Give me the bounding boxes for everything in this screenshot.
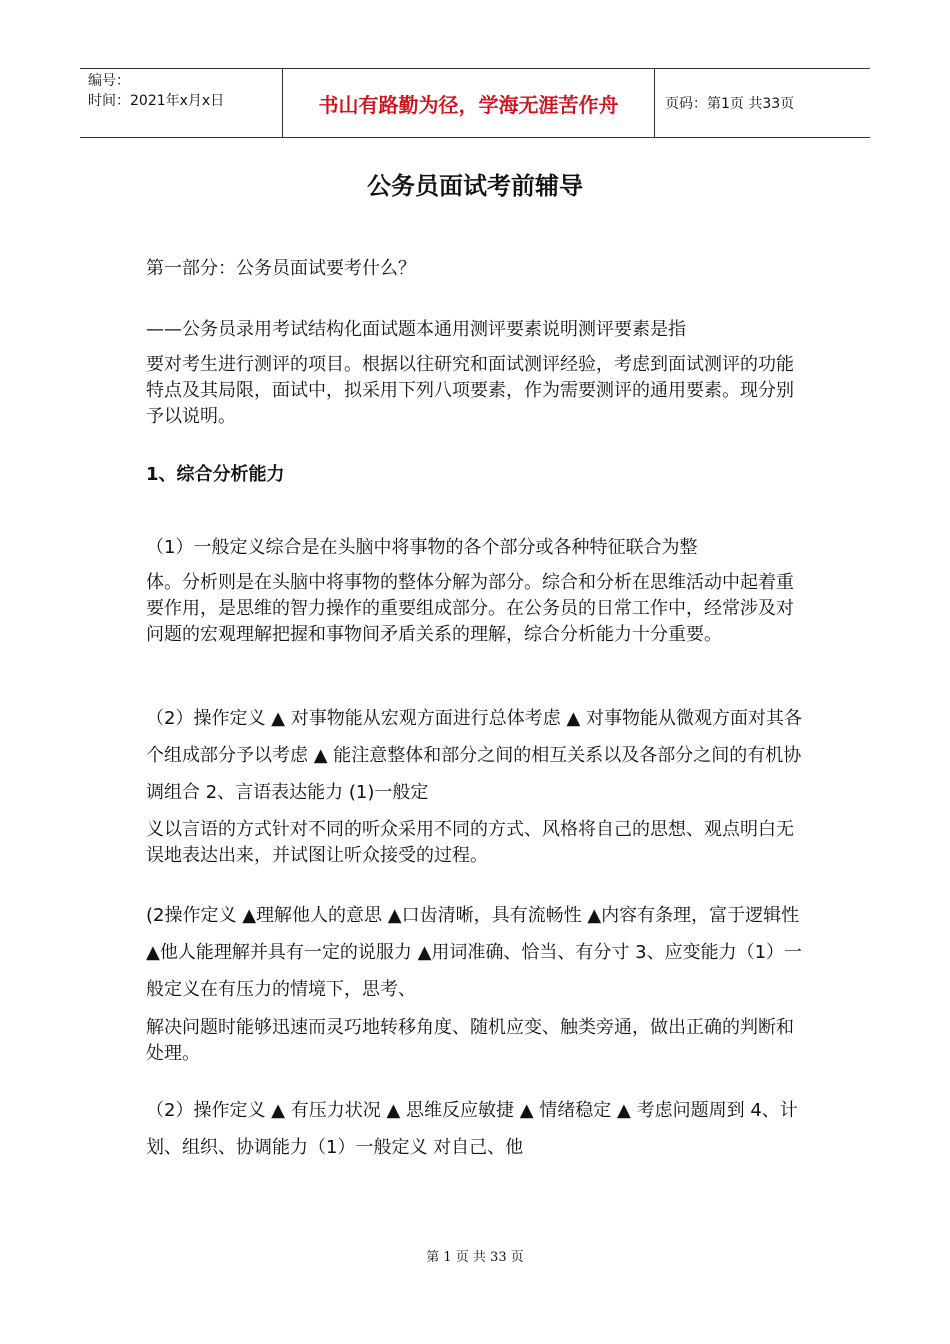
time-label: 时间：2021年x月x日	[88, 93, 225, 109]
header-left	[80, 69, 282, 137]
motto: 书山有路勤为径，学海无涯苦作舟	[282, 69, 655, 137]
para2-body: 义以言语的方式针对不同的听众采用不同的方式、风格将自己的思想、观点明白无误地表达出来，并试图让听众接受的过程。	[146, 819, 794, 866]
document-title: 公务员面试考前辅导	[367, 172, 583, 200]
para3-body: 解决问题时能够迅速而灵巧地转移角度、随机应变、触类旁通，做出正确的判断和处理。	[146, 1017, 794, 1064]
para1-first-line: （1）一般定义综合是在头脑中将事物的各个部分或各种特征联合为整	[146, 537, 698, 558]
para4-spaced: （2）操作定义 ▲ 有压力状况 ▲ 思维反应敏捷 ▲ 情绪稳定 ▲ 考虑问题周到 4、计划、组织、协调能力（1）一般定义 对自己、他	[146, 1100, 798, 1158]
number-label: 编号：	[88, 73, 130, 89]
para2-spaced: （2）操作定义 ▲ 对事物能从宏观方面进行总体考虑 ▲ 对事物能从微观方面对其各个组成部分予以考虑 ▲ 能注意整体和部分之间的相互关系以及各部分之间的有机协调组合 2、言语表达能力 (1)一般定	[146, 708, 803, 803]
header-table	[80, 68, 870, 138]
section-heading-1: 1、综合分析能力	[146, 464, 285, 485]
intro-first-line: ——公务员录用考试结构化面试题本通用测评要素说明测评要素是指	[146, 319, 686, 340]
para3-spaced: (2操作定义 ▲理解他人的意思 ▲口齿清晰，具有流畅性 ▲内容有条理，富于逻辑性 ▲他人能理解并具有一定的说服力 ▲用词准确、恰当、有分寸 3、应变能力（1）一般定义在有压力的情境下，思考、	[146, 905, 803, 1000]
intro-body: 要对考生进行测评的项目。根据以往研究和面试测评经验，考虑到面试测评的功能特点及其局限，面试中，拟采用下列八项要素，作为需要测评的通用要素。现分别予以说明。	[146, 354, 794, 427]
page-footer: 第 1 页 共 33 页	[426, 1250, 524, 1265]
page-code: 页码：第1页 共33页	[665, 96, 795, 112]
part-heading: 第一部分：公务员面试要考什么？	[146, 258, 416, 279]
para1-body: 体。分析则是在头脑中将事物的整体分解为部分。综合和分析在思维活动中起着重要作用，是思维的智力操作的重要组成部分。在公务员的日常工作中，经常涉及对问题的宏观理解把握和事物间矛盾关系的理解，综合分析能力十分重要。	[146, 572, 794, 645]
